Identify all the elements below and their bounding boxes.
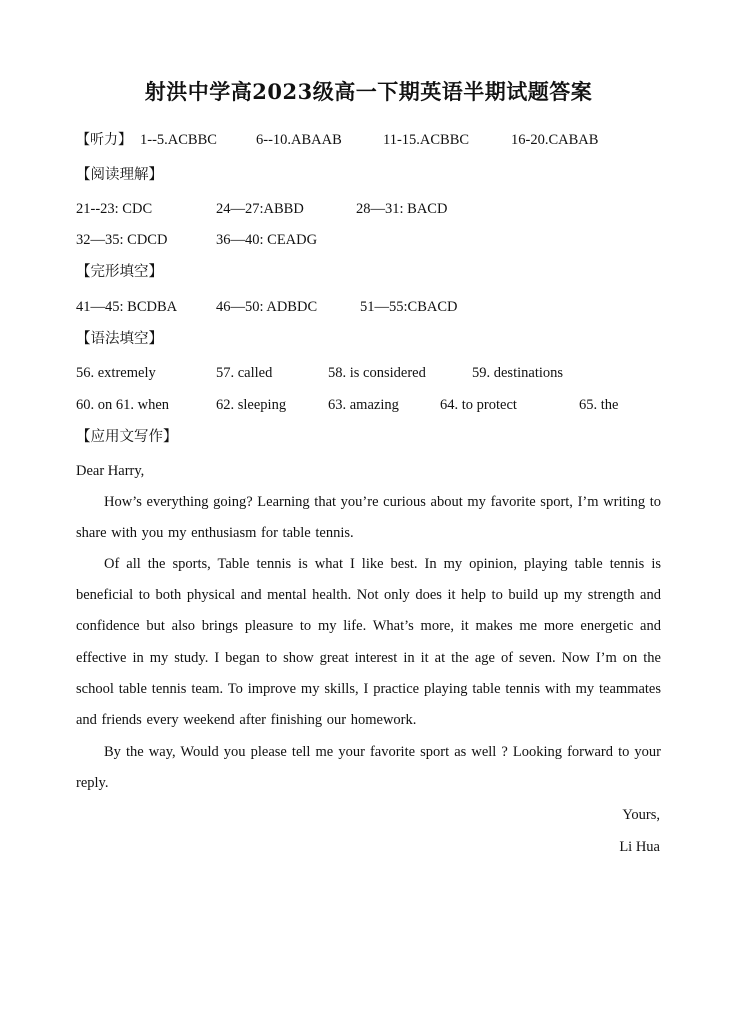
listening-answer: 1--5.ACBBC — [140, 132, 217, 148]
grammar-answer: 56. extremely — [76, 365, 156, 381]
listening-answer: 6--10.ABAAB — [256, 132, 342, 148]
grammar-answer: 65. the — [579, 397, 619, 413]
grammar-answer: 62. sleeping — [216, 397, 287, 413]
reading-answer: 36—40: CEADG — [216, 232, 318, 248]
grammar-answer: 63. amazing — [328, 397, 399, 413]
cloze-answer: 51—55:CBACD — [360, 299, 458, 315]
grammar-answer: 64. to protect — [440, 397, 517, 413]
letter-paragraph-2: Of all the sports, Table tennis is what I like best. In my opinion, playing table tennis is beneficial to both physical and mental health. Not only does it help to build up my strength and confidence but also brings pleasure to my life. What’s more, it makes me more energetic and effective in my study. I began to show great interest in it at the age of seven. Now I’m on the school table tennis team. To improve my skills, I practice playing table tennis with my teammates and friends every weekend after finishing our homework. — [76, 556, 661, 729]
listening-answer: 16-20.CABAB — [511, 132, 599, 148]
letter-closing: Yours, — [622, 807, 660, 823]
cloze-answer: 46—50: ADBDC — [216, 299, 318, 315]
page-title: 射洪中学高2023级高一下期英语半期试题答案 — [144, 79, 593, 104]
grammar-answer: 59. destinations — [472, 365, 564, 381]
grammar-answer: 57. called — [216, 365, 273, 381]
reading-answer: 28—31: BACD — [356, 201, 448, 217]
listening-heading: 【听力】 — [76, 132, 132, 148]
grammar-answer: 58. is considered — [328, 365, 426, 381]
cloze-heading: 【完形填空】 — [76, 264, 163, 280]
letter-paragraph-1: How’s everything going? Learning that you’re curious about my favorite sport, I’m writing to share with you my enthusiasm for table tennis. — [76, 494, 661, 542]
reading-answer: 21--23: CDC — [76, 201, 153, 217]
writing-heading: 【应用文写作】 — [76, 429, 178, 445]
reading-answer: 32—35: CDCD — [76, 232, 168, 248]
letter-paragraph-3: By the way, Would you please tell me your favorite sport as well ? Looking forward to your reply. — [76, 744, 661, 792]
letter-salutation: Dear Harry, — [76, 463, 145, 479]
grammar-answer: 60. on 61. when — [76, 397, 170, 413]
cloze-answer: 41—45: BCDBA — [76, 299, 178, 315]
listening-answer: 11-15.ACBBC — [383, 132, 470, 148]
reading-heading: 【阅读理解】 — [76, 167, 163, 183]
letter-signature: Li Hua — [619, 839, 660, 855]
reading-answer: 24—27:ABBD — [216, 201, 304, 217]
grammar-heading: 【语法填空】 — [76, 331, 163, 347]
